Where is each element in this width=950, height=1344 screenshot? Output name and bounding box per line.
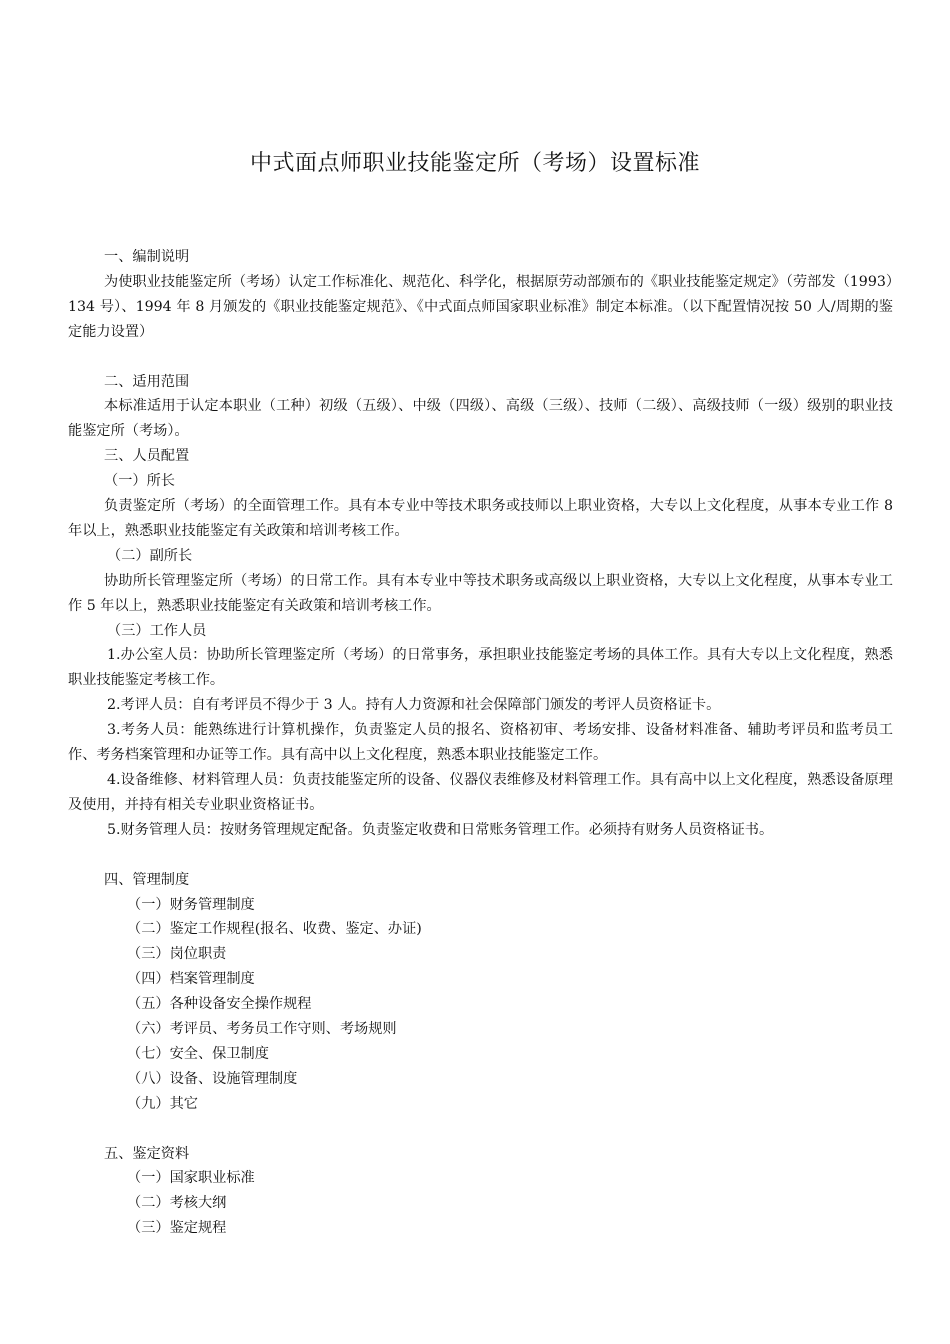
spacer xyxy=(68,1117,893,1142)
section-compilation-notes xyxy=(68,245,893,345)
staff-item: 2.考评人员：自有考评员不得少于 3 人。持有人力资源和社会保障部门颁发的考评人员资格证卡。 xyxy=(107,697,721,714)
section-heading: 二、适用范围 xyxy=(104,373,190,390)
list-item: （六）考评员、考务员工作守则、考场规则 xyxy=(127,1021,397,1038)
list-item: （一）国家职业标准 xyxy=(127,1170,255,1187)
list-item: （九）其它 xyxy=(127,1095,198,1112)
document-body xyxy=(68,245,893,1241)
section-heading: 五、鉴定资料 xyxy=(104,1145,190,1162)
page-title: 中式面点师职业技能鉴定所（考场）设置标准 xyxy=(249,151,700,176)
section-heading: 四、管理制度 xyxy=(104,871,190,888)
subsection-label: （二）副所长 xyxy=(107,547,193,564)
list-item: （八）设备、设施管理制度 xyxy=(127,1070,298,1087)
section-management-rules xyxy=(68,868,893,1117)
staff-item: 3.考务人员：能熟练进行计算机操作，负责鉴定人员的报名、资格初审、考场安排、设备材料准备、辅助考评员和监考员工作、考务档案管理和办证等工作。具有高中以上文化程度，熟悉本职业技能鉴定工作。 xyxy=(68,722,893,764)
list-item: （一）财务管理制度 xyxy=(127,896,255,913)
section-appraisal-materials xyxy=(68,1142,893,1242)
staff-item: 1.办公室人员：协助所长管理鉴定所（考场）的日常事务，承担职业技能鉴定考场的具体工作。具有大专以上文化程度，熟悉职业技能鉴定考核工作。 xyxy=(68,647,893,689)
list-item: （三）岗位职责 xyxy=(127,946,227,963)
list-item: （二）考核大纲 xyxy=(127,1195,227,1212)
subsection-paragraph: 负责鉴定所（考场）的全面管理工作。具有本专业中等技术职务或技师以上职业资格，大专以上文化程度，从事本专业工作 8 年以上，熟悉职业技能鉴定有关政策和培训考核工作。 xyxy=(68,498,893,539)
staff-item: 4.设备维修、材料管理人员：负责技能鉴定所的设备、仪器仪表维修及材料管理工作。具有高中以上文化程度，熟悉设备原理及使用，并持有相关专业职业资格证书。 xyxy=(68,772,893,813)
list-item: （三）鉴定规程 xyxy=(127,1220,227,1237)
subsection-label: （一）所长 xyxy=(104,473,175,490)
list-item: （四）档案管理制度 xyxy=(127,971,255,988)
subsection-paragraph: 协助所长管理鉴定所（考场）的日常工作。具有本专业中等技术职务或高级以上职业资格，大专以上文化程度，从事本专业工作 5 年以上，熟悉职业技能鉴定有关政策和培训考核工作。 xyxy=(68,572,893,614)
list-item: （五）各种设备安全操作规程 xyxy=(127,996,312,1013)
staff-item: 5.财务管理人员：按财务管理规定配备。负责鉴定收费和日常账务管理工作。必须持有财务人员资格证书。 xyxy=(107,821,774,838)
section-scope xyxy=(68,370,893,445)
list-item: （七）安全、保卫制度 xyxy=(127,1045,269,1062)
spacer xyxy=(68,345,893,370)
list-item: （二）鉴定工作规程(报名、收费、鉴定、办证) xyxy=(127,921,422,938)
spacer xyxy=(68,843,893,868)
section-staffing xyxy=(68,444,893,843)
section-paragraph: 本标准适用于认定本职业（工种）初级（五级）、中级（四级）、高级（三级）、技师（二级）、高级技师（一级）级别的职业技能鉴定所（考场）。 xyxy=(68,398,893,440)
section-heading: 一、编制说明 xyxy=(104,249,190,265)
section-heading: 三、人员配置 xyxy=(104,448,190,465)
subsection-label: （三）工作人员 xyxy=(107,622,207,639)
section-paragraph: 为使职业技能鉴定所（考场）认定工作标准化、规范化、科学化，根据原劳动部颁布的《职业技能鉴定规定》（劳部发（1993）134 号）、1994 年 8 月颁发的《职业技能鉴定规范》、《中式面点师国家职业标准》制定本标准。（以下配置情况按 50 人/周期的鉴定能力设置） xyxy=(68,273,893,340)
